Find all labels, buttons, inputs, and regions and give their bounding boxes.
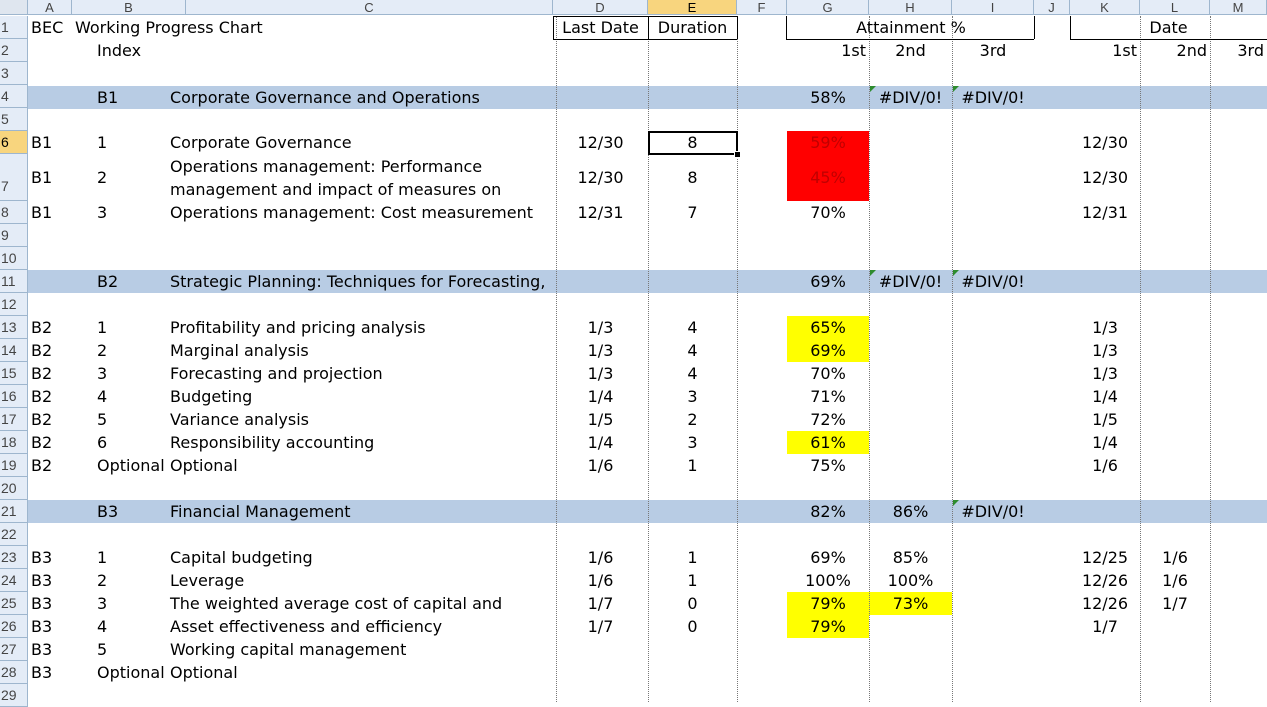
column-header-e[interactable]: E xyxy=(648,0,737,15)
row-header-27[interactable]: 27 xyxy=(0,638,28,661)
column-header-c[interactable]: C xyxy=(186,0,553,15)
item-date-1st: 1/4 xyxy=(1092,433,1118,452)
section-attainment-1st: 58% xyxy=(810,88,846,107)
item-last-date: 1/6 xyxy=(587,456,614,475)
column-header-a[interactable]: A xyxy=(28,0,72,15)
gridline-f xyxy=(737,16,738,702)
row-header-22[interactable]: 22 xyxy=(0,523,28,546)
section-attainment-2nd: 86% xyxy=(892,502,929,521)
row-header-1[interactable]: 1 xyxy=(0,16,28,39)
item-section: B3 xyxy=(31,663,53,682)
row-header-6[interactable]: 6 xyxy=(0,131,28,154)
item-topic: Profitability and pricing analysis xyxy=(170,318,426,337)
row-header-8[interactable]: 8 xyxy=(0,201,28,224)
item-section: B2 xyxy=(31,341,53,360)
column-header-b[interactable]: B xyxy=(72,0,186,15)
row-header-10[interactable]: 10 xyxy=(0,247,28,270)
item-duration: 3 xyxy=(687,387,698,406)
item-duration: 1 xyxy=(687,548,698,567)
item-last-date: 1/3 xyxy=(587,318,614,337)
error-indicator-icon[interactable] xyxy=(870,270,876,276)
row-header-11[interactable]: 11 xyxy=(0,270,28,293)
column-header-m[interactable]: M xyxy=(1210,0,1267,15)
item-attainment-1st: 70% xyxy=(810,364,846,383)
item-topic: Budgeting xyxy=(170,387,253,406)
item-topic: Operations management: Cost measurement xyxy=(170,203,533,222)
item-date-1st: 1/5 xyxy=(1092,410,1118,429)
header-att-1st: 1st xyxy=(841,41,866,60)
error-indicator-icon[interactable] xyxy=(953,500,959,506)
item-section: B2 xyxy=(31,318,53,337)
border-e1-right xyxy=(737,16,738,39)
row-header-24[interactable]: 24 xyxy=(0,569,28,592)
item-attainment-1st: 100% xyxy=(805,571,851,590)
column-header-d[interactable]: D xyxy=(553,0,648,15)
item-section: B2 xyxy=(31,433,53,452)
item-topic: Marginal analysis xyxy=(170,341,309,360)
section-code: B3 xyxy=(97,502,119,521)
item-topic: Variance analysis xyxy=(170,410,309,429)
row-header-12[interactable]: 12 xyxy=(0,293,28,316)
row-header-5[interactable]: 5 xyxy=(0,108,28,131)
item-topic: Working capital management xyxy=(170,640,407,659)
item-section: B2 xyxy=(31,456,53,475)
item-duration: 0 xyxy=(687,594,698,613)
header-att-2nd: 2nd xyxy=(895,41,926,60)
item-index: Optional xyxy=(97,456,165,475)
item-section: B2 xyxy=(31,364,53,383)
item-last-date: 1/7 xyxy=(587,617,614,636)
item-index: 3 xyxy=(97,364,108,383)
error-indicator-icon[interactable] xyxy=(953,86,959,92)
item-date-1st: 1/3 xyxy=(1092,341,1118,360)
item-date-2nd: 1/7 xyxy=(1162,594,1188,613)
item-topic: Responsibility accounting xyxy=(170,433,375,452)
item-attainment-1st: 61% xyxy=(810,433,846,452)
row-header-18[interactable]: 18 xyxy=(0,431,28,454)
item-duration: 2 xyxy=(687,410,698,429)
item-index: Optional xyxy=(97,663,165,682)
row-header-23[interactable]: 23 xyxy=(0,546,28,569)
item-attainment-1st: 72% xyxy=(810,410,846,429)
item-index: 4 xyxy=(97,387,108,406)
item-section: B3 xyxy=(31,571,53,590)
header-date-3rd: 3rd xyxy=(1237,41,1264,60)
item-topic: The weighted average cost of capital and xyxy=(170,594,503,613)
item-topic: Corporate Governance xyxy=(170,133,352,152)
section-attainment-1st: 82% xyxy=(810,502,846,521)
section-attainment-2nd: #DIV/0! xyxy=(878,272,943,291)
item-date-1st: 1/3 xyxy=(1092,318,1118,337)
item-topic-line2: management and impact of measures on xyxy=(170,180,502,199)
item-date-1st: 1/4 xyxy=(1092,387,1118,406)
item-topic: Capital budgeting xyxy=(170,548,313,567)
column-header-j[interactable]: J xyxy=(1034,0,1070,15)
item-date-1st: 12/30 xyxy=(1081,133,1129,152)
row-header-21[interactable]: 21 xyxy=(0,500,28,523)
header-date-1st: 1st xyxy=(1112,41,1137,60)
column-header-g[interactable]: G xyxy=(787,0,869,15)
section-name: Corporate Governance and Operations xyxy=(170,88,480,107)
item-index: 2 xyxy=(97,341,108,360)
row-header-9[interactable]: 9 xyxy=(0,224,28,247)
column-header-h[interactable]: H xyxy=(869,0,952,15)
section-attainment-3rd: #DIV/0! xyxy=(961,88,1025,107)
item-date-1st: 12/30 xyxy=(1081,168,1129,187)
item-date-1st: 1/6 xyxy=(1092,456,1118,475)
item-attainment-2nd: 85% xyxy=(892,548,929,567)
item-date-2nd: 1/6 xyxy=(1162,571,1188,590)
item-date-1st: 1/7 xyxy=(1092,617,1118,636)
item-section: B3 xyxy=(31,548,53,567)
item-duration: 4 xyxy=(687,364,698,383)
item-date-1st: 12/26 xyxy=(1081,594,1129,613)
item-section: B1 xyxy=(31,203,53,222)
item-date-1st: 12/31 xyxy=(1081,203,1129,222)
item-index: 5 xyxy=(97,410,108,429)
item-attainment-1st: 69% xyxy=(810,341,846,360)
row-header-25[interactable]: 25 xyxy=(0,592,28,615)
row-header-29[interactable]: 29 xyxy=(0,684,28,707)
column-header-k[interactable]: K xyxy=(1070,0,1140,15)
row-header-7[interactable]: 7 xyxy=(0,154,28,201)
row-header-20[interactable]: 20 xyxy=(0,477,28,500)
item-attainment-1st: 45% xyxy=(810,168,846,187)
item-last-date: 1/5 xyxy=(587,410,614,429)
header-last-date: Last Date xyxy=(562,18,639,37)
item-last-date: 1/6 xyxy=(587,571,614,590)
item-attainment-1st: 70% xyxy=(810,203,846,222)
gridline-i xyxy=(952,16,953,702)
column-header-f[interactable]: F xyxy=(737,0,787,15)
item-index: 3 xyxy=(97,203,108,222)
section-name: Strategic Planning: Techniques for Forecasting, xyxy=(170,272,546,291)
item-index: 3 xyxy=(97,594,108,613)
active-cell-e6[interactable] xyxy=(648,131,738,155)
row-header-14[interactable]: 14 xyxy=(0,339,28,362)
row-header-4[interactable]: 4 xyxy=(0,85,28,108)
error-indicator-icon[interactable] xyxy=(870,86,876,92)
header-index: Index xyxy=(97,41,142,60)
item-index: 1 xyxy=(97,548,108,567)
item-attainment-1st: 75% xyxy=(810,456,846,475)
item-last-date: 1/3 xyxy=(587,364,614,383)
column-header-i[interactable]: I xyxy=(952,0,1034,15)
section-attainment-3rd: #DIV/0! xyxy=(961,272,1025,291)
row-header-13[interactable]: 13 xyxy=(0,316,28,339)
item-topic: Asset effectiveness and efficiency xyxy=(170,617,443,636)
section-attainment-1st: 69% xyxy=(810,272,846,291)
sheet-title: Working Progress Chart xyxy=(75,18,263,37)
item-attainment-1st: 69% xyxy=(810,548,846,567)
item-topic: Optional xyxy=(170,663,238,682)
item-topic-line1: Operations management: Performance xyxy=(170,157,483,176)
item-attainment-1st: 79% xyxy=(810,594,846,613)
item-index: 1 xyxy=(97,318,108,337)
item-attainment-1st: 79% xyxy=(810,617,846,636)
item-section: B3 xyxy=(31,640,53,659)
item-topic: Forecasting and projection xyxy=(170,364,383,383)
item-attainment-1st: 59% xyxy=(810,133,846,152)
item-section: B1 xyxy=(31,168,53,187)
item-attainment-2nd: 100% xyxy=(887,571,934,590)
item-date-2nd: 1/6 xyxy=(1162,548,1188,567)
item-last-date: 1/6 xyxy=(587,548,614,567)
item-duration: 8 xyxy=(687,168,698,187)
item-last-date: 12/31 xyxy=(577,203,624,222)
section-attainment-2nd: #DIV/0! xyxy=(878,88,943,107)
title-prefix: BEC xyxy=(31,18,64,37)
item-index: 5 xyxy=(97,640,108,659)
section-code: B1 xyxy=(97,88,119,107)
row-header-2[interactable]: 2 xyxy=(0,39,28,62)
item-topic: Optional xyxy=(170,456,238,475)
item-last-date: 1/4 xyxy=(587,433,614,452)
item-last-date: 1/3 xyxy=(587,341,614,360)
item-last-date: 12/30 xyxy=(577,168,624,187)
item-section: B1 xyxy=(31,133,53,152)
item-duration: 4 xyxy=(687,318,698,337)
column-header-l[interactable]: L xyxy=(1140,0,1210,15)
item-duration: 1 xyxy=(687,456,698,475)
item-date-1st: 12/26 xyxy=(1081,571,1129,590)
item-section: B3 xyxy=(31,594,53,613)
item-section: B2 xyxy=(31,387,53,406)
error-indicator-icon[interactable] xyxy=(953,270,959,276)
select-all-corner[interactable] xyxy=(0,0,28,15)
row-header-28[interactable]: 28 xyxy=(0,661,28,684)
item-duration: 4 xyxy=(687,341,698,360)
row-header-26[interactable]: 26 xyxy=(0,615,28,638)
item-attainment-1st: 71% xyxy=(810,387,846,406)
item-duration: 7 xyxy=(687,203,698,222)
header-duration: Duration xyxy=(657,18,728,37)
row-header-15[interactable]: 15 xyxy=(0,362,28,385)
item-index: 2 xyxy=(97,571,108,590)
item-date-1st: 12/25 xyxy=(1081,548,1129,567)
item-index: 2 xyxy=(97,168,108,187)
row-header-3[interactable]: 3 xyxy=(0,62,28,85)
section-code: B2 xyxy=(97,272,119,291)
header-date-2nd: 2nd xyxy=(1176,41,1207,60)
item-duration: 1 xyxy=(687,571,698,590)
item-last-date: 12/30 xyxy=(577,133,624,152)
item-index: 6 xyxy=(97,433,108,452)
row-header-19[interactable]: 19 xyxy=(0,454,28,477)
gridline-m xyxy=(1210,16,1211,702)
item-section: B3 xyxy=(31,617,53,636)
item-attainment-2nd: 73% xyxy=(892,594,929,613)
header-att-3rd: 3rd xyxy=(979,41,1007,60)
header-attainment: Attainment % xyxy=(856,18,966,37)
section-attainment-3rd: #DIV/0! xyxy=(961,502,1025,521)
border-d1e1-bottom xyxy=(553,39,737,40)
item-duration: 0 xyxy=(687,617,698,636)
item-duration: 3 xyxy=(687,433,698,452)
item-attainment-1st: 65% xyxy=(810,318,846,337)
row-header-17[interactable]: 17 xyxy=(0,408,28,431)
item-index: 4 xyxy=(97,617,108,636)
item-date-1st: 1/3 xyxy=(1092,364,1118,383)
row-header-16[interactable]: 16 xyxy=(0,385,28,408)
item-last-date: 1/4 xyxy=(587,387,614,406)
item-topic: Leverage xyxy=(170,571,245,590)
item-duration: 8 xyxy=(687,133,698,152)
header-date: Date xyxy=(1149,18,1188,37)
item-last-date: 1/7 xyxy=(587,594,614,613)
item-section: B2 xyxy=(31,410,53,429)
item-index: 1 xyxy=(97,133,108,152)
fill-handle[interactable] xyxy=(734,151,741,158)
section-name: Financial Management xyxy=(170,502,351,521)
